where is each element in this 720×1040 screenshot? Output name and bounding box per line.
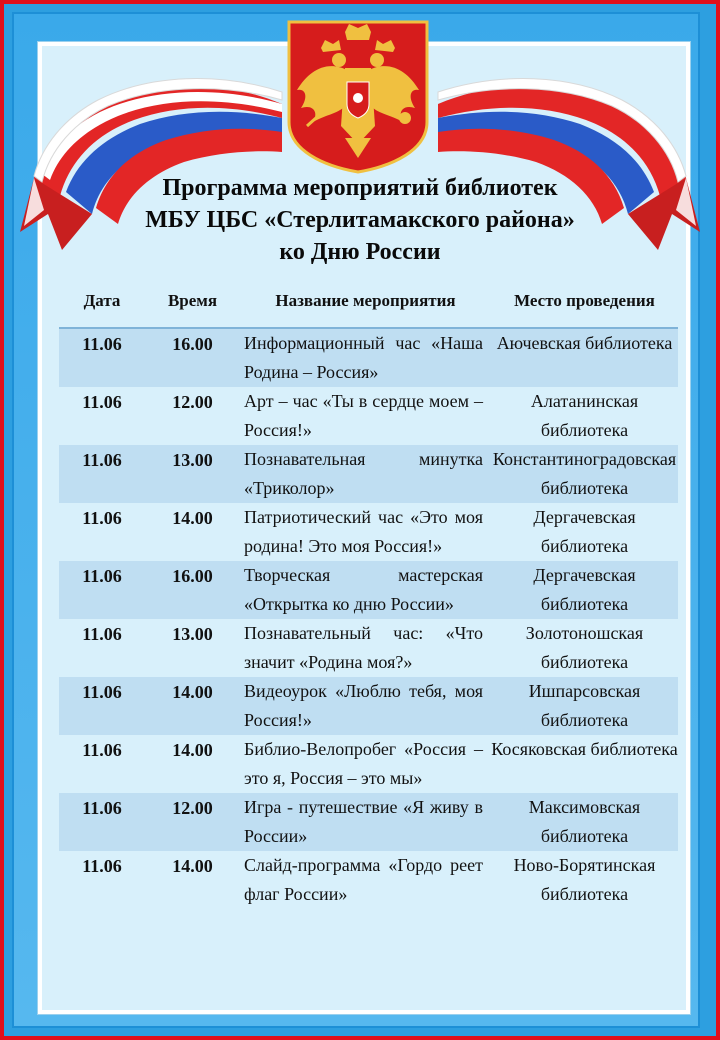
table-row: [59, 387, 678, 445]
title-line-3: ко Дню России: [279, 239, 441, 265]
events-table: [59, 274, 678, 909]
row-event-name: Патриотический час «Это моя родина! Это моя Россия!»: [244, 507, 483, 556]
row-place: Ишпарсовская библиотека: [528, 681, 641, 730]
row-date: 11.06: [82, 798, 122, 818]
row-time: 12.00: [172, 798, 213, 818]
row-place: Дергачевская библиотека: [533, 507, 636, 556]
row-place: Максимовская библиотека: [528, 797, 641, 846]
row-date: 11.06: [82, 508, 122, 528]
row-date: 11.06: [82, 682, 122, 702]
row-date: 11.06: [82, 334, 122, 354]
table-row: [59, 503, 678, 561]
title-line-1: Программа мероприятий библиотек: [162, 175, 558, 201]
table-row: [59, 793, 678, 851]
table-row: [59, 328, 678, 387]
header-time: Время: [167, 291, 218, 310]
row-place: Золотоношская библиотека: [525, 623, 644, 672]
row-place: Алатанинская библиотека: [530, 391, 639, 440]
row-date: 11.06: [82, 566, 122, 586]
row-time: 13.00: [172, 450, 213, 470]
row-event-name: Слайд-программа «Гордо реет флаг России»: [244, 855, 483, 904]
row-date: 11.06: [82, 740, 122, 760]
row-event-name: Творческая мастерская «Открытка ко дню России»: [244, 565, 483, 614]
page-title: [60, 172, 660, 268]
row-date: 11.06: [82, 450, 122, 470]
row-event-name: Информационный час «Наша Родина – Россия»: [244, 333, 483, 382]
table-row: [59, 735, 678, 793]
row-event-name: Арт – час «Ты в сердце моем – Россия!»: [244, 391, 483, 440]
table-row: [59, 561, 678, 619]
row-event-name: Игра - путешествие «Я живу в России»: [244, 797, 483, 846]
row-time: 16.00: [172, 566, 213, 586]
row-time: 14.00: [172, 856, 213, 876]
row-time: 16.00: [172, 334, 213, 354]
table-row: [59, 619, 678, 677]
row-event-name: Познавательный час: «Что значит «Родина моя?»: [244, 623, 483, 672]
row-place: Ново-Борятинская библиотека: [513, 855, 656, 904]
row-time: 14.00: [172, 740, 213, 760]
header-place: Место проведения: [514, 291, 655, 310]
table-row: [59, 445, 678, 503]
row-date: 11.06: [82, 856, 122, 876]
table-header-row: [59, 274, 678, 328]
row-time: 13.00: [172, 624, 213, 644]
row-event-name: Познавательная минутка «Триколор»: [244, 449, 483, 498]
header-date: Дата: [83, 291, 121, 310]
header-name: Название мероприятия: [275, 291, 456, 310]
row-place: Аючевская библиотека: [496, 333, 673, 353]
title-line-2: МБУ ЦБС «Стерлитамакского района»: [145, 207, 575, 233]
row-time: 14.00: [172, 508, 213, 528]
coat-of-arms-icon: [283, 18, 433, 174]
row-date: 11.06: [82, 624, 122, 644]
row-time: 14.00: [172, 682, 213, 702]
row-place: Константиноградовская библиотека: [492, 449, 677, 498]
table-row: [59, 851, 678, 909]
row-time: 12.00: [172, 392, 213, 412]
row-event-name: Видеоурок «Люблю тебя, моя Россия!»: [244, 681, 483, 730]
row-date: 11.06: [82, 392, 122, 412]
table-row: [59, 677, 678, 735]
row-place: Косяковская библиотека: [491, 739, 678, 759]
row-event-name: Библио-Велопробег «Россия – это я, Россия – это мы»: [244, 739, 483, 788]
row-place: Дергачевская библиотека: [533, 565, 636, 614]
